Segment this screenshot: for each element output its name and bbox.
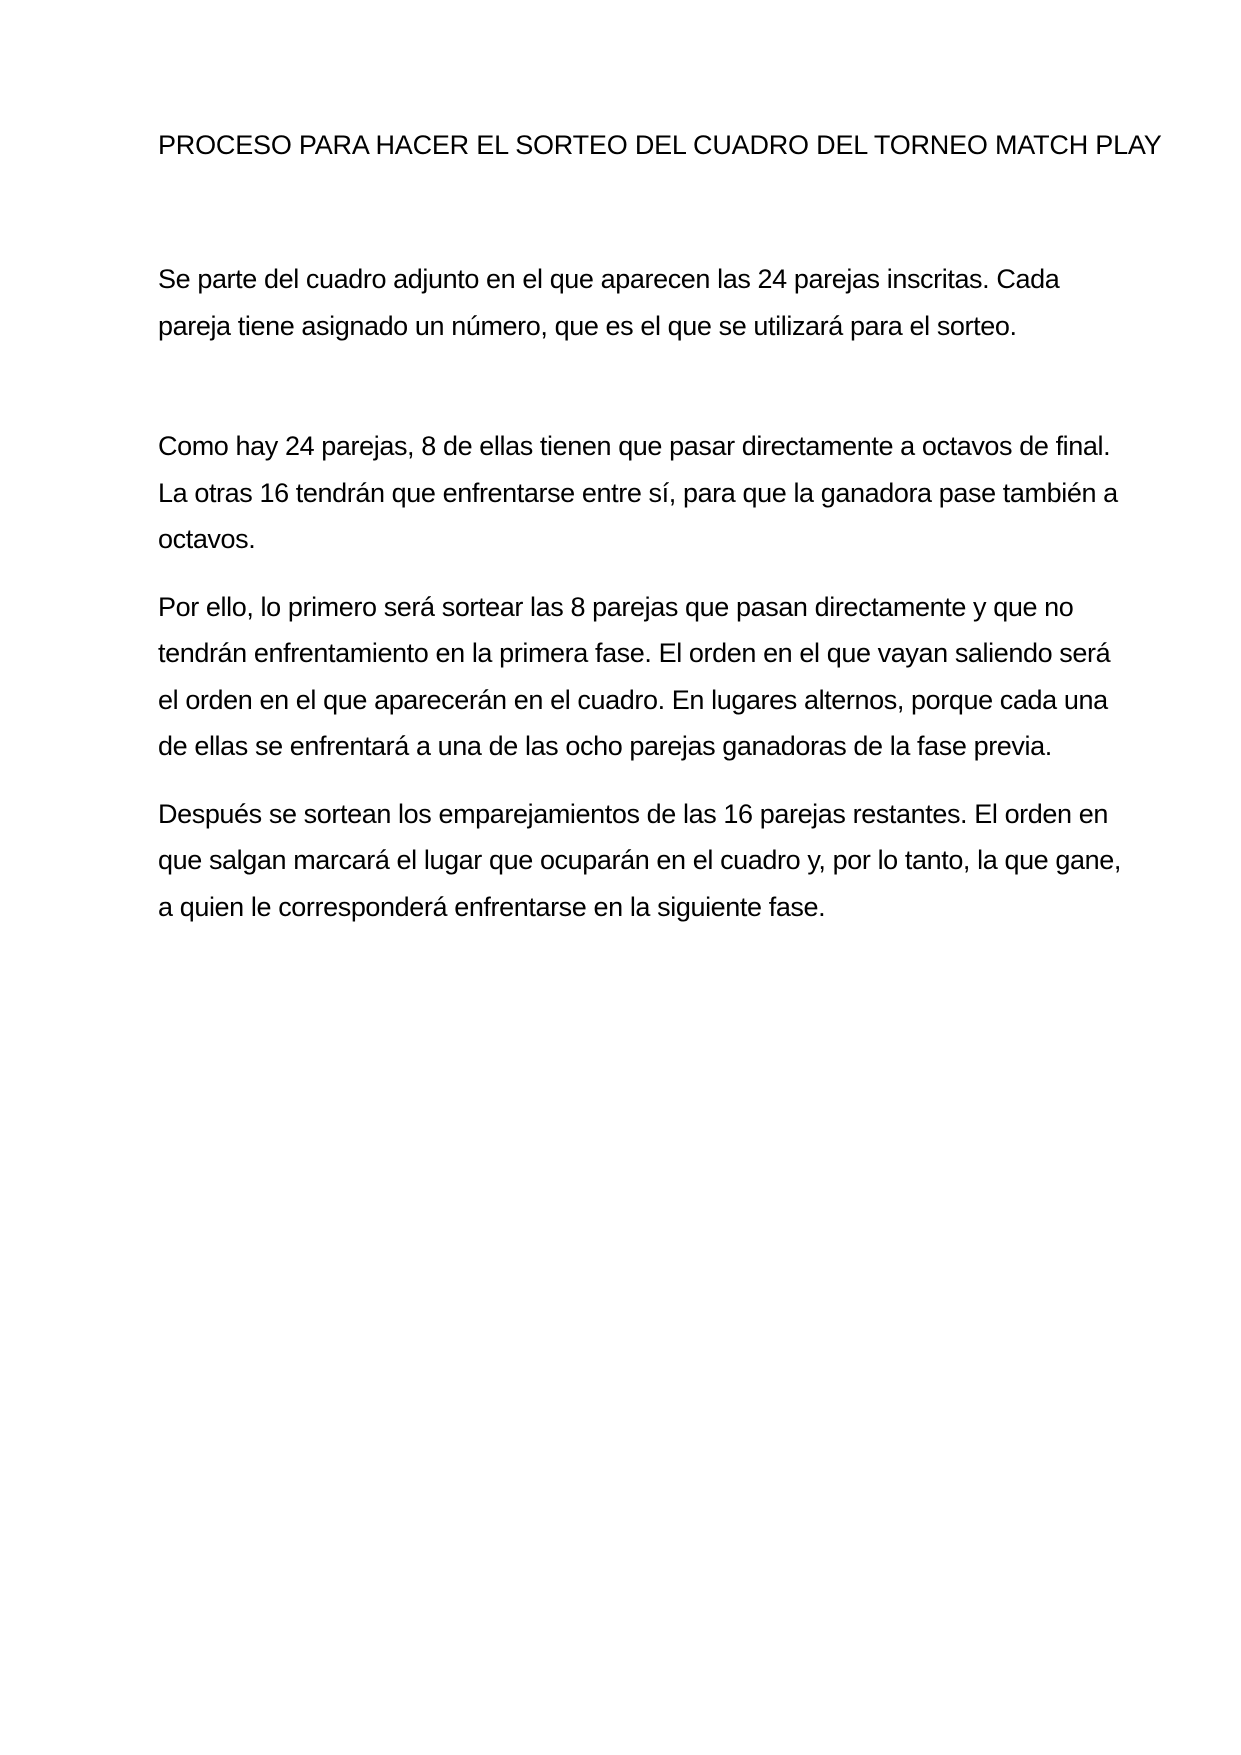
- paragraph-intro: Se parte del cuadro adjunto en el que aparecen las 24 parejas inscritas. Cada pareja tiene asignado un número, que es el que se utilizará para el sorteo.: [158, 264, 1060, 341]
- document-content: [158, 128, 1162, 930]
- paragraph-second-draw: Después se sortean los emparejamientos de las 16 parejas restantes. El orden en que salgan marcará el lugar que ocuparán en el cuadro y, por lo tanto, la que gane, a quien le corresponderá enfrentarse en la siguiente fase.: [158, 798, 1121, 922]
- paragraph-first-draw: Por ello, lo primero será sortear las 8 parejas que pasan directamente y que no tendrán enfrentamiento en la primera fase. El orden en el que vayan saliendo será el orden en el que aparecerán en el cuadro. En lugares alternos, porque cada una de ellas se enfrentará a una de las ocho parejas ganadoras de la fase previa.: [158, 591, 1111, 761]
- paragraph-explanation: Como hay 24 parejas, 8 de ellas tienen que pasar directamente a octavos de final. La otras 16 tendrán que enfrentarse entre sí, para que la ganadora pase también a octavos.: [158, 431, 1118, 554]
- document-title: PROCESO PARA HACER EL SORTEO DEL CUADRO DEL TORNEO MATCH PLAY: [158, 130, 1162, 160]
